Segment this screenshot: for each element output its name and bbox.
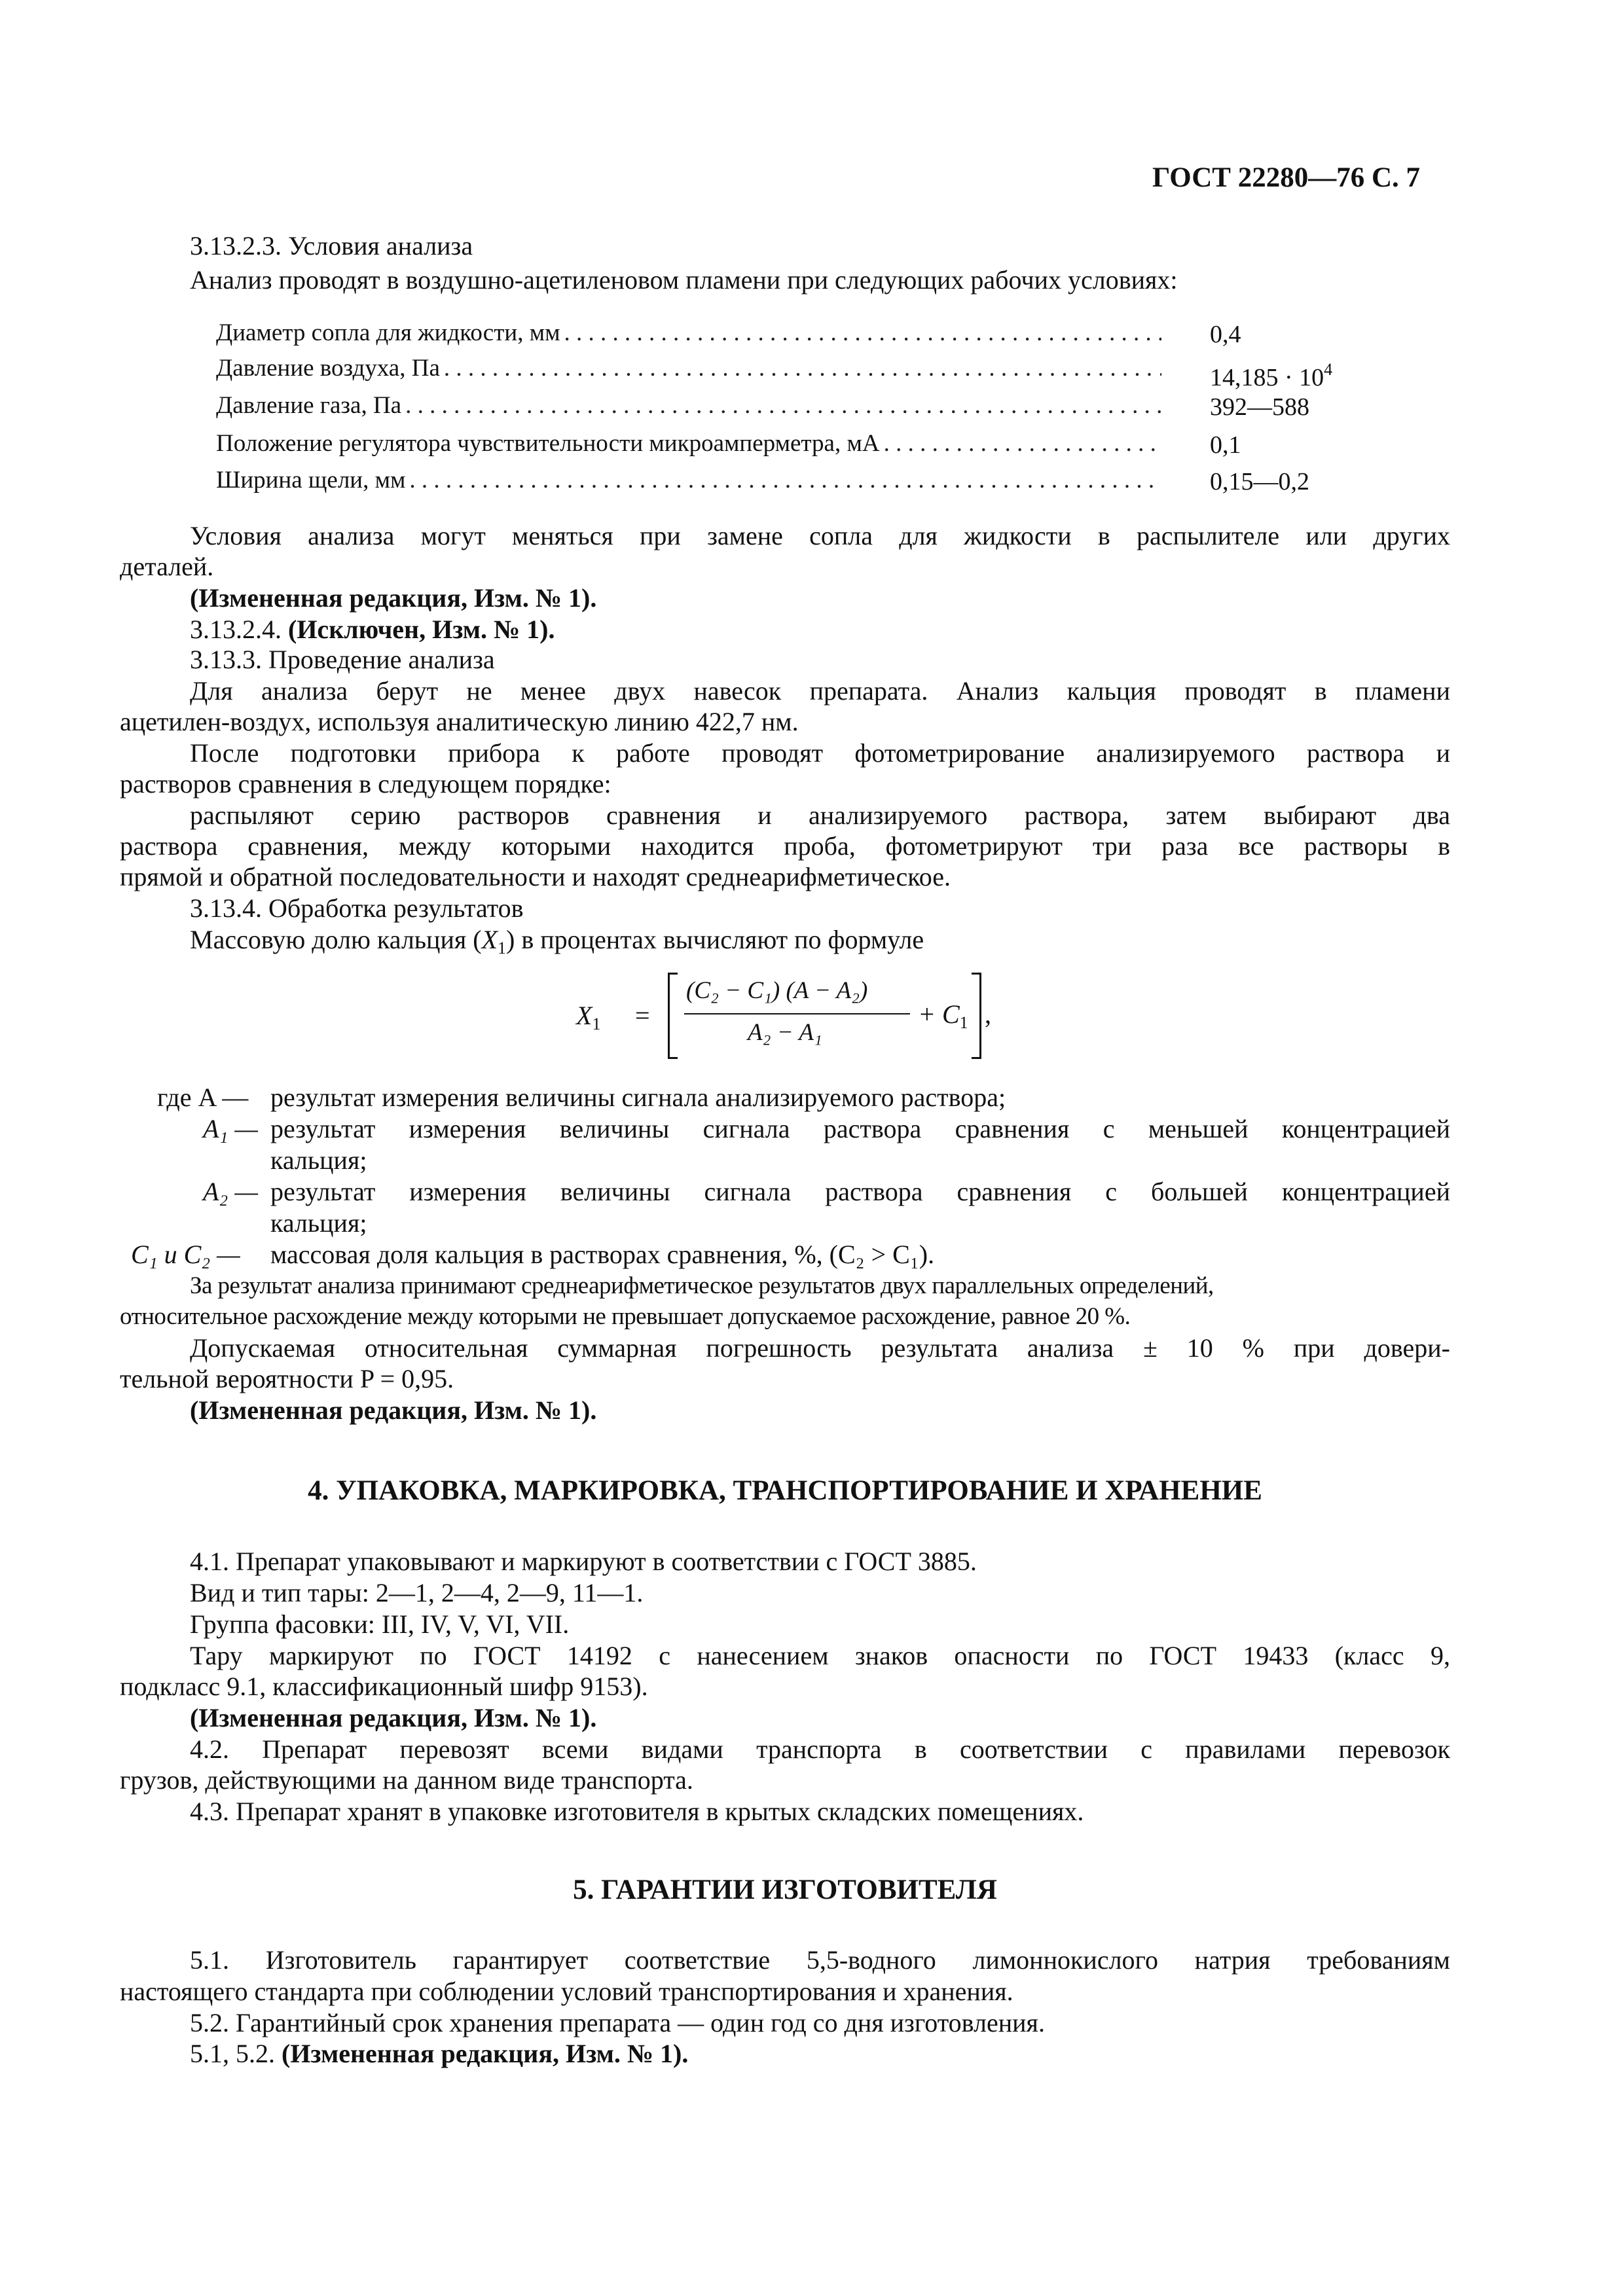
- formula-numerator: (C₂ − C₁) (A − A₂): [686, 977, 868, 1004]
- paragraph-line: После подготовки прибора к работе проводят фотометрирование анализируемого раствора и: [190, 738, 1450, 768]
- where-symbol: A₁ —: [203, 1114, 258, 1143]
- paragraph-line: Тару маркируют по ГОСТ 14192 с нанесением знаков опасности по ГОСТ 19433 (класс 9,: [190, 1641, 1450, 1670]
- section-heading: 3.13.3. Проведение анализа: [190, 645, 495, 674]
- condition-value: $14,185 \cdot 10^4$: [1210, 360, 1333, 391]
- formula-lhs: $X_1$: [576, 1001, 601, 1033]
- condition-label: Ширина щели, мм: [216, 467, 406, 493]
- condition-row: [216, 466, 1165, 495]
- formula-denominator: A₂ − A₁: [748, 1019, 822, 1046]
- right-bracket: [972, 973, 981, 1059]
- condition-label: Положение регулятора чувствительности микроамперметра, мА: [216, 430, 880, 457]
- amendment-note: 5.1, 5.2. (Измененная редакция, Изм. № 1).: [190, 2039, 689, 2068]
- condition-row: [216, 391, 1165, 420]
- condition-value: 392—588: [1210, 393, 1309, 421]
- where-text: массовая доля кальция в растворах сравнения, %, (C₂ > C₁).: [270, 1240, 935, 1269]
- paragraph-line: 4.2. Препарат перевозят всеми видами транспорта в соответствии с правилами перевозок: [190, 1734, 1450, 1764]
- page-header: ГОСТ 22280—76 С. 7: [1152, 162, 1421, 193]
- paragraph-line: 5.2. Гарантийный срок хранения препарата — один год со дня изготовления.: [190, 2008, 1045, 2037]
- paragraph-line: настоящего стандарта при соблюдении условий транспортирования и хранения.: [120, 1977, 1013, 2006]
- where-symbol: C₁ и C₂ —: [131, 1240, 240, 1269]
- paragraph-line: Вид и тип тары: 2—1, 2—4, 2—9, 11—1.: [190, 1578, 644, 1607]
- section-title: 5. ГАРАНТИИ ИЗГОТОВИТЕЛЯ: [573, 1874, 997, 1905]
- leader-dots: [444, 354, 1161, 383]
- leader-dots: [564, 319, 1161, 348]
- amendment-note: (Измененная редакция, Изм. № 1).: [190, 583, 597, 613]
- paragraph-line: 4.3. Препарат хранят в упаковке изготовителя в крытых складских помещениях.: [190, 1797, 1084, 1826]
- left-bracket: [668, 973, 678, 1059]
- amendment-note: (Измененная редакция, Изм. № 1).: [190, 1395, 597, 1425]
- where-text: результат измерения величины сигнала анализируемого раствора;: [270, 1083, 1006, 1112]
- formula-eq: =: [635, 1001, 650, 1030]
- condition-value: 0,4: [1210, 321, 1241, 348]
- condition-value: 0,1: [1210, 431, 1241, 459]
- paragraph-line: Допускаемая относительная суммарная погрешность результата анализа ± 10 % при довери-: [190, 1333, 1450, 1363]
- where-text: результат измерения величины сигнала раствора сравнения с большей концентрацией: [270, 1177, 1450, 1206]
- paragraph-line: деталей.: [120, 552, 214, 581]
- formula-plus: + $C_1$: [918, 999, 968, 1032]
- paragraph-line: Группа фасовки: III, IV, V, VI, VII.: [190, 1609, 570, 1639]
- fraction-bar: [684, 1013, 910, 1014]
- condition-row: [216, 429, 1165, 458]
- condition-row: [216, 354, 1165, 383]
- where-text: результат измерения величины сигнала раствора сравнения с меньшей концентрацией: [270, 1114, 1450, 1143]
- section-heading: 3.13.4. Обработка результатов: [190, 893, 524, 923]
- paragraph-line: Массовую долю кальция $(X_1)$ в процентах вычисляют по формуле: [190, 925, 924, 958]
- paragraph-line: За результат анализа принимают среднеарифметическое результатов двух параллельных определений,: [190, 1272, 1214, 1299]
- paragraph-line: распыляют серию растворов сравнения и анализируемого раствора, затем выбирают два: [190, 800, 1450, 830]
- where-symbol: A₂ —: [203, 1177, 258, 1206]
- paragraph-line: относительное расхождение между которыми не превышает допускаемое расхождение, равное 20 %.: [120, 1303, 1131, 1330]
- condition-row: [216, 319, 1165, 348]
- paragraph-line: подкласс 9.1, классификационный шифр 9153).: [120, 1672, 648, 1701]
- paragraph-line: раствора сравнения, между которыми находится проба, фотометрируют три раза все растворы в: [120, 831, 1450, 861]
- formula: [576, 969, 995, 1067]
- formula-tail: ,: [985, 999, 991, 1029]
- paragraph-line: 5.1. Изготовитель гарантирует соответствие 5,5-водного лимоннокислого натрия требованиям: [190, 1945, 1450, 1975]
- paragraph-line: Условия анализа могут меняться при замене сопла для жидкости в распылителе или других: [190, 521, 1450, 550]
- leader-dots: [884, 429, 1161, 458]
- section-title: 4. УПАКОВКА, МАРКИРОВКА, ТРАНСПОРТИРОВАНИЕ И ХРАНЕНИЕ: [308, 1475, 1262, 1506]
- condition-label: Диаметр сопла для жидкости, мм: [216, 319, 560, 346]
- condition-label: Давление газа, Па: [216, 392, 402, 419]
- where-text-cont: кальция;: [270, 1145, 367, 1175]
- paragraph-line: растворов сравнения в следующем порядке:: [120, 769, 611, 798]
- paragraph-line: прямой и обратной последовательности и находят среднеарифметическое.: [120, 862, 951, 891]
- leader-dots: [405, 391, 1161, 420]
- paragraph-line: Анализ проводят в воздушно-ацетиленовом пламени при следующих рабочих условиях:: [190, 265, 1178, 295]
- section-heading: 3.13.2.3. Условия анализа: [190, 231, 473, 260]
- condition-value: 0,15—0,2: [1210, 468, 1309, 495]
- condition-label: Давление воздуха, Па: [216, 355, 440, 382]
- paragraph-line: ацетилен-воздух, используя аналитическую линию 422,7 нм.: [120, 707, 799, 736]
- amendment-note: (Измененная редакция, Изм. № 1).: [190, 1703, 597, 1732]
- leader-dots: [409, 466, 1161, 495]
- paragraph-line: грузов, действующими на данном виде транспорта.: [120, 1765, 693, 1795]
- paragraph-line: 4.1. Препарат упаковывают и маркируют в соответствии с ГОСТ 3885.: [190, 1547, 977, 1576]
- where-text-cont: кальция;: [270, 1208, 367, 1238]
- section-item: 3.13.2.4. (Исключен, Изм. № 1).: [190, 615, 555, 644]
- where-symbol: где A —: [157, 1083, 249, 1112]
- paragraph-line: Для анализа берут не менее двух навесок препарата. Анализ кальция проводят в пламени: [190, 676, 1450, 706]
- paragraph-line: тельной вероятности P = 0,95.: [120, 1364, 454, 1393]
